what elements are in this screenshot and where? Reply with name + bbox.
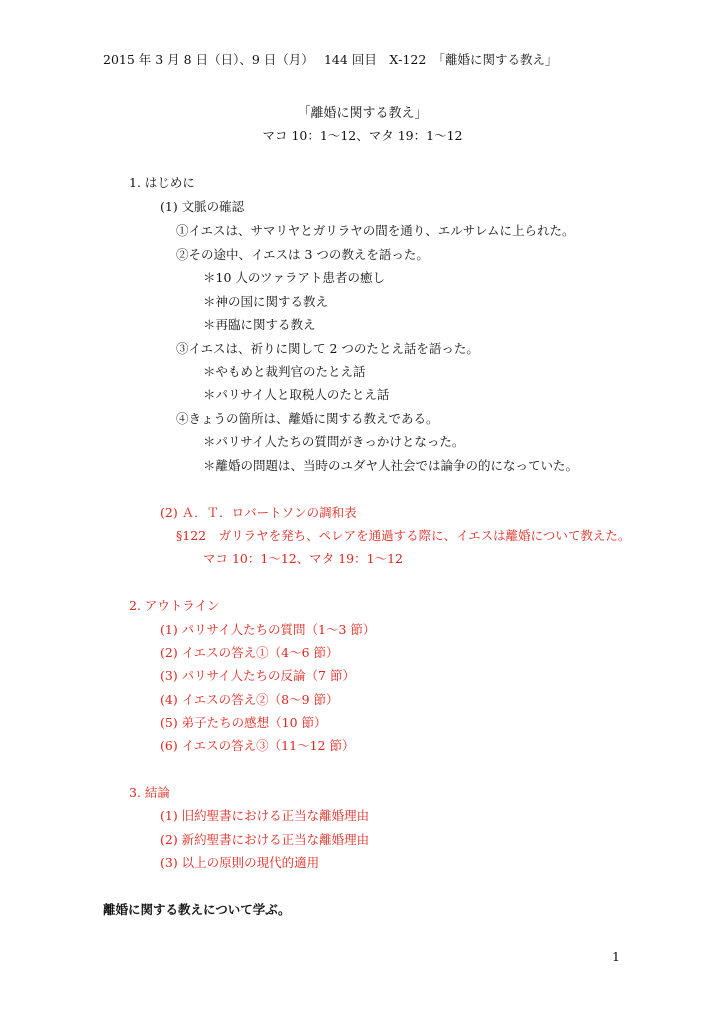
context-point-4-item: ＊離婚の問題は、当時のユダヤ人社会では論争の的になっていた。 <box>203 458 579 473</box>
context-point-4: ④きょうの箇所は、離婚に関する教えである。 <box>176 411 439 426</box>
outline-item: (1) パリサイ人たちの質問（1〜3 節） <box>160 622 376 637</box>
context-point-1: ①イエスは、サマリヤとガリラヤの間を通り、エルサレムに上られた。 <box>176 223 575 238</box>
conclusion-item: (1) 旧約聖書における正当な離婚理由 <box>160 808 370 823</box>
document-subtitle: マコ 10：1〜12、マタ 19：1〜12 <box>262 128 463 143</box>
section3-heading: 3. 結論 <box>129 785 170 800</box>
outline-item: (2) イエスの答え①（4〜6 節） <box>160 645 339 660</box>
context-point-2-item: ＊10 人のツァラアト患者の癒し <box>203 270 386 285</box>
conclusion-item: (2) 新約聖書における正当な離婚理由 <box>160 832 370 847</box>
context-point-2-item: ＊再臨に関する教え <box>203 317 316 332</box>
context-point-3: ③イエスは、祈りに関して 2 つのたとえ話を語った。 <box>176 341 479 356</box>
document-title: 「離婚に関する教え」 <box>297 106 428 121</box>
section1-subheading-harmony: (2) Ａ．Ｔ．ロバートソンの調和表 <box>160 505 357 520</box>
context-point-3-item: ＊パリサイ人と取税人のたとえ話 <box>203 387 390 402</box>
document-header: 2015 年 3 月 8 日（日）、9 日（月） 144 回目 X‐122 「離婚に関する教え」 <box>103 52 558 67</box>
conclusion-item: (3) 以上の原則の現代的適用 <box>160 855 320 870</box>
context-point-2: ②その途中、イエスは 3 つの教えを語った。 <box>176 247 429 262</box>
closing-statement: 離婚に関する教えについて学ぶ。 <box>103 902 291 917</box>
outline-item: (6) イエスの答え③（11〜12 節） <box>160 738 355 753</box>
outline-item: (4) イエスの答え②（8〜9 節） <box>160 692 339 707</box>
section1-subheading-context: (1) 文脈の確認 <box>160 199 245 214</box>
outline-item: (5) 弟子たちの感想（10 節） <box>160 715 327 730</box>
section2-heading: 2. アウトライン <box>129 598 220 613</box>
outline-item: (3) パリサイ人たちの反論（7 節） <box>160 668 355 683</box>
section1-heading: 1. はじめに <box>129 175 195 190</box>
context-point-3-item: ＊やもめと裁判官のたとえ話 <box>203 364 366 379</box>
harmony-scripture-reference: マコ 10：1〜12、マタ 19：1〜12 <box>203 551 403 566</box>
page-number: 1 <box>612 949 620 964</box>
context-point-4-item: ＊パリサイ人たちの質問がきっかけとなった。 <box>203 434 465 449</box>
harmony-section-line: §122 ガリラヤを発ち、ペレアを通過する際に、イエスは離婚について教えた。 <box>176 528 631 543</box>
context-point-2-item: ＊神の国に関する教え <box>203 294 329 309</box>
